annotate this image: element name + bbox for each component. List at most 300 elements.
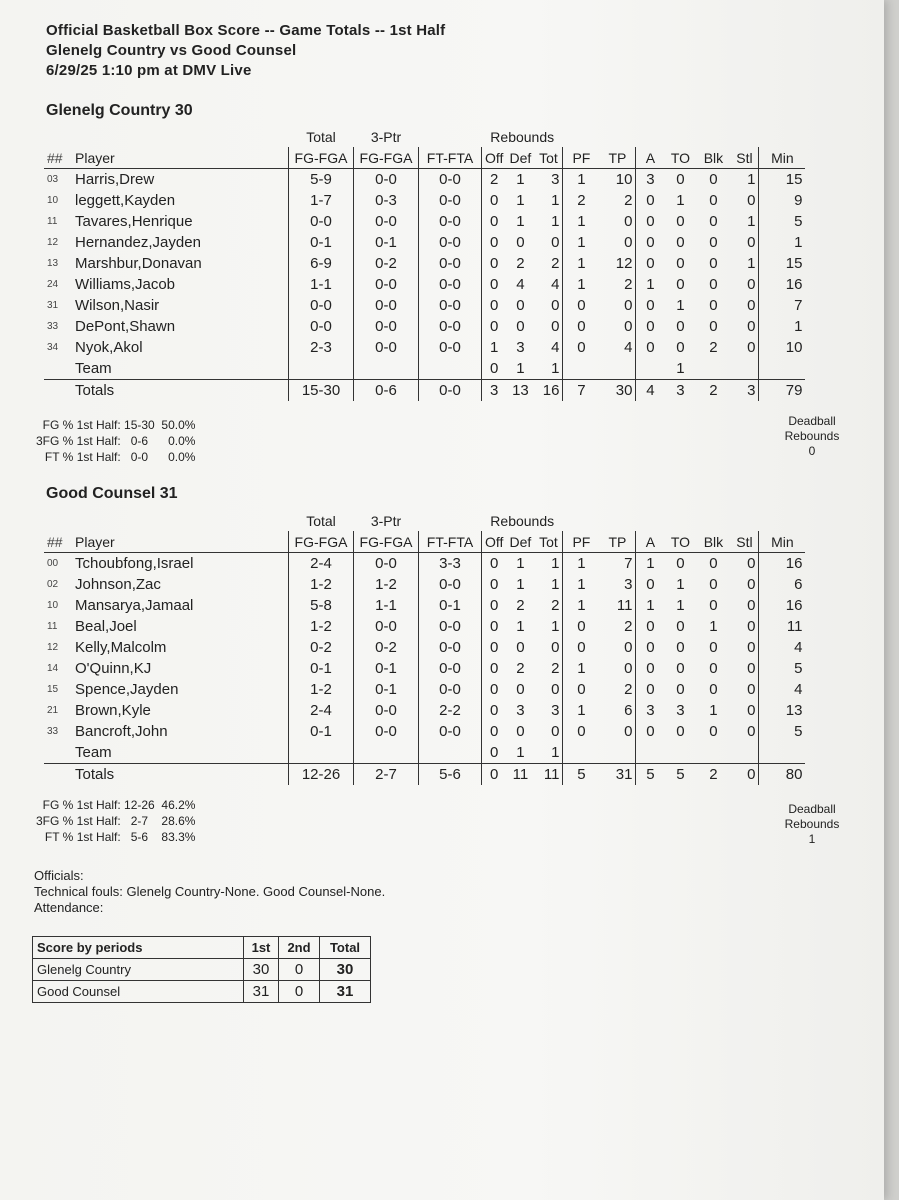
periods-row (33, 981, 371, 1003)
stat-to: 0 (676, 681, 685, 698)
stat-min: 5 (759, 721, 806, 742)
stat-a: 0 (636, 658, 665, 679)
player-number: 10 (47, 195, 59, 206)
total-stl: 3 (730, 380, 759, 402)
stat-off: 0 (482, 742, 507, 764)
stat-off: 0 (482, 316, 507, 337)
ft-pct-value: 83.3% (161, 830, 196, 844)
stat-fg: 0-2 (289, 637, 354, 658)
stat-blk: 0 (709, 318, 718, 335)
stat-blk: 2 (709, 339, 718, 356)
ft-pct-value: 0.0% (168, 450, 196, 464)
stat-tp (599, 742, 636, 764)
stat-tot: 2 (551, 660, 560, 677)
player-row (44, 274, 805, 295)
fg3-pct-label: 3FG % 1st Half: (36, 434, 121, 448)
fg-pct-value: 46.2% (161, 798, 196, 812)
stat-to: 1 (676, 597, 685, 614)
stat-fg: 2-3 (289, 337, 354, 358)
stat-a: 3 (636, 169, 665, 191)
total-a: 4 (636, 380, 665, 402)
stat-def: 2 (516, 660, 525, 677)
stat-blk: 0 (709, 555, 718, 572)
stat-def: 1 (516, 213, 525, 230)
stat-to: 0 (676, 171, 685, 188)
stat-tp3: 0-0 (354, 316, 419, 337)
col-def: Def (506, 531, 534, 553)
player-name: Harris,Drew (75, 171, 155, 188)
ft-made-att: 0-0 (130, 450, 149, 464)
total-off: 3 (482, 380, 507, 402)
stat-pf: 1 (563, 232, 600, 253)
stat-a: 0 (636, 211, 665, 232)
deadball-value: 1 (808, 832, 816, 846)
total-fg: 15-30 (289, 380, 354, 402)
stat-to: 1 (676, 360, 685, 377)
stat-ft: 3-3 (419, 553, 482, 575)
stat-tot: 1 (551, 744, 560, 761)
player-name: Williams,Jacob (75, 276, 176, 293)
col-blk: Blk (696, 147, 730, 169)
stat-a: 0 (636, 637, 665, 658)
col-tp: TP (599, 531, 636, 553)
stat-def: 1 (516, 192, 525, 209)
stat-blk: 1 (709, 618, 718, 635)
stat-tp3: 0-1 (354, 232, 419, 253)
stat-blk: 0 (709, 276, 718, 293)
stat-a: 0 (636, 721, 665, 742)
player-row (44, 658, 805, 679)
stat-tp: 2 (624, 276, 633, 293)
blank-cell (696, 510, 730, 531)
stat-def: 0 (516, 639, 525, 656)
stat-blk: 1 (709, 702, 718, 719)
stat-fg: 2-4 (289, 700, 354, 721)
stat-ft: 0-0 (419, 616, 482, 637)
stat-pf (563, 742, 600, 764)
stat-pf: 0 (563, 316, 600, 337)
player-number: 10 (47, 600, 59, 611)
player-name: Marshbur,Donavan (75, 255, 202, 272)
stat-a: 3 (636, 700, 665, 721)
stat-tp: 0 (624, 213, 633, 230)
stat-stl: 0 (747, 723, 756, 740)
total-blk: 2 (696, 380, 730, 402)
stat-ft (419, 742, 482, 764)
stat-stl: 0 (747, 660, 756, 677)
column-group-header-row (44, 510, 805, 531)
blank-cell (696, 126, 730, 147)
stat-tp3: 0-0 (354, 295, 419, 316)
stat-a (636, 742, 665, 764)
stat-off: 0 (482, 616, 507, 637)
stat-stl (730, 742, 759, 764)
stat-ft: 0-0 (419, 574, 482, 595)
player-number: 21 (47, 705, 59, 716)
player-row (44, 253, 805, 274)
rebounds-label: Rebounds (784, 817, 840, 831)
player-name: Wilson,Nasir (75, 297, 160, 314)
player-name: Spence,Jayden (75, 681, 179, 698)
col-fg: FG-FGA (289, 531, 354, 553)
stat-min: 16 (759, 595, 806, 616)
stat-tp3: 0-1 (354, 658, 419, 679)
stat-fg: 5-9 (289, 169, 354, 191)
stat-tp: 7 (624, 555, 633, 572)
stat-tp: 4 (624, 339, 633, 356)
periods-1st: 31 (244, 981, 279, 1003)
stat-blk: 0 (709, 171, 718, 188)
team-2-deadball-rebounds (772, 802, 852, 847)
stat-min: 6 (759, 574, 806, 595)
periods-header-total: Total (320, 937, 371, 959)
technical-fouls-line: Technical fouls: Glenelg Country-None. Good Counsel-None. (34, 884, 386, 899)
stat-ft: 0-0 (419, 253, 482, 274)
stat-to: 0 (676, 639, 685, 656)
stat-def: 3 (516, 702, 525, 719)
ft-pct-label: FT % 1st Half: (44, 830, 121, 844)
total-pf: 5 (563, 764, 600, 786)
stat-min: 5 (759, 211, 806, 232)
stat-tp3: 1-1 (354, 595, 419, 616)
total-ft: 0-0 (419, 380, 482, 402)
stat-a: 0 (636, 190, 665, 211)
col-pf: PF (563, 147, 600, 169)
stat-pf: 1 (563, 169, 600, 191)
stat-a: 0 (636, 253, 665, 274)
stat-tp3: 0-0 (354, 616, 419, 637)
stat-stl: 0 (747, 639, 756, 656)
stat-ft: 0-0 (419, 232, 482, 253)
stat-to: 1 (676, 576, 685, 593)
periods-team: Good Counsel (33, 981, 244, 1003)
stat-tp3: 0-0 (354, 274, 419, 295)
stat-min: 13 (759, 700, 806, 721)
stat-tp: 2 (624, 192, 633, 209)
col-group-rebounds: Rebounds (490, 512, 555, 529)
stat-fg: 6-9 (289, 253, 354, 274)
player-name: Tavares,Henrique (75, 213, 193, 230)
blank-cell (419, 126, 482, 147)
stat-fg: 1-1 (289, 274, 354, 295)
stat-tp3 (354, 358, 419, 380)
fg-pct-label: FG % 1st Half: (42, 798, 121, 812)
stat-ft: 0-0 (419, 190, 482, 211)
stat-off: 1 (482, 337, 507, 358)
player-number: 24 (47, 279, 59, 290)
stat-to: 1 (676, 297, 685, 314)
stat-tot: 4 (551, 276, 560, 293)
stat-off: 0 (482, 358, 507, 380)
col-pf: PF (563, 531, 600, 553)
player-row (44, 679, 805, 700)
stat-pf: 1 (563, 595, 600, 616)
stat-to: 0 (676, 234, 685, 251)
stat-tp3: 0-0 (354, 721, 419, 742)
deadball-label: Deadball (788, 414, 836, 428)
col-group-rebounds: Rebounds (490, 128, 555, 145)
stat-tot: 2 (551, 597, 560, 614)
stat-stl: 0 (747, 618, 756, 635)
total-tp3: 0-6 (354, 380, 419, 402)
stat-tp: 2 (624, 618, 633, 635)
blank-cell (44, 764, 72, 786)
stat-to: 0 (676, 213, 685, 230)
stat-def: 0 (516, 723, 525, 740)
player-name: Johnson,Zac (75, 576, 161, 593)
blank-cell (759, 510, 806, 531)
officials-line: Officials: (34, 868, 84, 883)
stat-ft: 2-2 (419, 700, 482, 721)
stat-def: 1 (516, 576, 525, 593)
player-row (44, 616, 805, 637)
deadball-value: 0 (808, 444, 816, 458)
fg3-pct-value: 28.6% (161, 814, 196, 828)
team-2-title: Good Counsel 31 (46, 485, 178, 502)
player-number: 03 (47, 174, 59, 185)
stat-blk: 0 (709, 213, 718, 230)
stat-ft (419, 358, 482, 380)
total-to: 5 (664, 764, 696, 786)
total-tp: 30 (599, 380, 636, 402)
stat-ft: 0-0 (419, 169, 482, 191)
blank-cell (599, 126, 636, 147)
stat-def: 1 (516, 744, 525, 761)
stat-tp: 0 (624, 234, 633, 251)
team-1-shooting-pct (36, 418, 195, 466)
stat-def: 2 (516, 255, 525, 272)
team-1-deadball-rebounds (772, 414, 852, 459)
col-def: Def (506, 147, 534, 169)
col-off: Off (482, 531, 507, 553)
stat-to (664, 742, 696, 764)
stat-stl: 1 (747, 213, 756, 230)
stat-a: 0 (636, 295, 665, 316)
stat-blk (696, 742, 730, 764)
stat-def: 0 (516, 297, 525, 314)
stat-tp: 0 (624, 297, 633, 314)
team-2-box-table (44, 510, 805, 785)
col-blk: Blk (696, 531, 730, 553)
stat-tot: 1 (551, 576, 560, 593)
stat-min (759, 742, 806, 764)
player-number: 15 (47, 684, 59, 695)
stat-tp: 0 (624, 660, 633, 677)
score-by-periods-table (32, 936, 371, 1003)
blank-cell (419, 510, 482, 531)
stat-stl: 0 (747, 555, 756, 572)
stat-tot: 0 (551, 639, 560, 656)
stat-pf: 0 (563, 295, 600, 316)
stat-ft: 0-0 (419, 658, 482, 679)
player-name: Hernandez,Jayden (75, 234, 201, 251)
stat-min: 5 (759, 658, 806, 679)
stat-ft: 0-0 (419, 316, 482, 337)
fg3-made-att: 0-6 (130, 434, 149, 448)
stat-blk: 0 (709, 597, 718, 614)
total-pf: 7 (563, 380, 600, 402)
total-tp3: 2-7 (354, 764, 419, 786)
periods-2nd: 0 (279, 981, 320, 1003)
stat-tot: 1 (551, 618, 560, 635)
stat-off: 0 (482, 274, 507, 295)
col-3p: FG-FGA (354, 531, 419, 553)
col-group-3ptr: 3-Ptr (370, 512, 402, 529)
stat-def: 1 (516, 171, 525, 188)
stat-stl: 0 (747, 597, 756, 614)
blank-cell (730, 126, 759, 147)
stat-tot: 0 (551, 318, 560, 335)
fg3-pct-value: 0.0% (168, 434, 196, 448)
total-off: 0 (482, 764, 507, 786)
stat-blk: 0 (709, 576, 718, 593)
stat-fg: 0-0 (289, 211, 354, 232)
stat-pf: 1 (563, 658, 600, 679)
total-fg: 12-26 (289, 764, 354, 786)
stat-off: 2 (482, 169, 507, 191)
stat-min: 4 (759, 637, 806, 658)
stat-pf: 0 (563, 337, 600, 358)
col-player: Player (72, 531, 289, 553)
stat-fg (289, 742, 354, 764)
col-3p: FG-FGA (354, 147, 419, 169)
stat-ft: 0-0 (419, 337, 482, 358)
stat-fg: 1-2 (289, 616, 354, 637)
blank-cell (759, 126, 806, 147)
col-tp: TP (599, 147, 636, 169)
stat-fg: 0-1 (289, 658, 354, 679)
blank-cell (730, 510, 759, 531)
stat-ft: 0-0 (419, 637, 482, 658)
stat-pf (563, 358, 600, 380)
blank-cell (664, 510, 696, 531)
stat-a: 0 (636, 679, 665, 700)
stat-off: 0 (482, 232, 507, 253)
player-name: Nyok,Akol (75, 339, 143, 356)
stat-min: 11 (759, 616, 806, 637)
stat-blk: 0 (709, 660, 718, 677)
stat-tot: 0 (551, 681, 560, 698)
stat-fg: 1-2 (289, 679, 354, 700)
deadball-label: Deadball (788, 802, 836, 816)
stat-pf: 0 (563, 721, 600, 742)
stat-off: 0 (482, 679, 507, 700)
game-date-venue: 6/29/25 1:10 pm at DMV Live (46, 62, 252, 79)
stat-stl: 0 (747, 702, 756, 719)
stat-stl: 0 (747, 318, 756, 335)
stat-blk: 0 (709, 255, 718, 272)
player-number: 14 (47, 663, 59, 674)
player-name: Mansarya,Jamaal (75, 597, 194, 614)
stat-tot: 4 (551, 339, 560, 356)
stat-tp: 11 (616, 597, 633, 614)
blank-cell (599, 510, 636, 531)
stat-tp3: 0-0 (354, 169, 419, 191)
stat-ft: 0-1 (419, 595, 482, 616)
stat-fg: 1-2 (289, 574, 354, 595)
stat-fg: 5-8 (289, 595, 354, 616)
team-1-title: Glenelg Country 30 (46, 102, 193, 119)
col-to: TO (664, 531, 696, 553)
stat-tp: 2 (624, 681, 633, 698)
fg3-pct-label: 3FG % 1st Half: (36, 814, 121, 828)
stat-fg (289, 358, 354, 380)
fg-pct-value: 50.0% (161, 418, 196, 432)
stat-stl: 0 (747, 339, 756, 356)
player-row (44, 190, 805, 211)
player-row (44, 211, 805, 232)
stat-fg: 2-4 (289, 553, 354, 575)
total-ft: 5-6 (419, 764, 482, 786)
totals-label: Totals (72, 764, 289, 786)
blank-cell (44, 380, 72, 402)
stat-tot: 0 (551, 723, 560, 740)
periods-1st: 30 (244, 959, 279, 981)
stat-off: 0 (482, 721, 507, 742)
stat-tp3: 0-3 (354, 190, 419, 211)
fg-made-att: 12-26 (124, 798, 155, 812)
player-row (44, 316, 805, 337)
stat-tp: 12 (615, 255, 633, 272)
column-group-header-row (44, 126, 805, 147)
total-def: 13 (506, 380, 534, 402)
player-row (44, 700, 805, 721)
stat-tp3: 0-0 (354, 211, 419, 232)
player-number: 33 (47, 321, 59, 332)
total-a: 5 (636, 764, 665, 786)
game-notes (34, 868, 385, 916)
stat-min: 4 (759, 679, 806, 700)
total-tot: 16 (534, 380, 563, 402)
blank-cell (72, 126, 289, 147)
col-group-3ptr: 3-Ptr (370, 128, 402, 145)
stat-tp3: 0-2 (354, 253, 419, 274)
stat-off: 0 (482, 253, 507, 274)
periods-team: Glenelg Country (33, 959, 244, 981)
stat-def: 1 (516, 555, 525, 572)
stat-to: 0 (676, 339, 685, 356)
col-stl: Stl (730, 531, 759, 553)
stat-blk (696, 358, 730, 380)
col-a: A (636, 531, 665, 553)
stat-fg: 0-1 (289, 721, 354, 742)
player-row (44, 169, 805, 191)
col-to: TO (664, 147, 696, 169)
player-name: Bancroft,John (75, 723, 168, 740)
stat-blk: 0 (709, 234, 718, 251)
total-def: 11 (506, 764, 534, 786)
document-title: Official Basketball Box Score -- Game Totals -- 1st Half (46, 22, 446, 39)
stat-min: 10 (759, 337, 806, 358)
stat-to: 1 (676, 192, 685, 209)
stat-a: 1 (636, 274, 665, 295)
player-number: 33 (47, 726, 59, 737)
stat-min: 16 (759, 553, 806, 575)
stat-tp: 0 (624, 639, 633, 656)
stat-pf: 1 (563, 274, 600, 295)
periods-header-1st: 1st (244, 937, 279, 959)
stat-fg: 0-0 (289, 295, 354, 316)
col-group-total: Total (306, 512, 336, 529)
stat-tp: 10 (615, 171, 633, 188)
stat-a: 0 (636, 616, 665, 637)
stat-a: 0 (636, 337, 665, 358)
stat-min: 7 (759, 295, 806, 316)
stat-min: 1 (759, 232, 806, 253)
stat-pf: 0 (563, 616, 600, 637)
periods-total: 31 (320, 981, 371, 1003)
stat-off: 0 (482, 211, 507, 232)
